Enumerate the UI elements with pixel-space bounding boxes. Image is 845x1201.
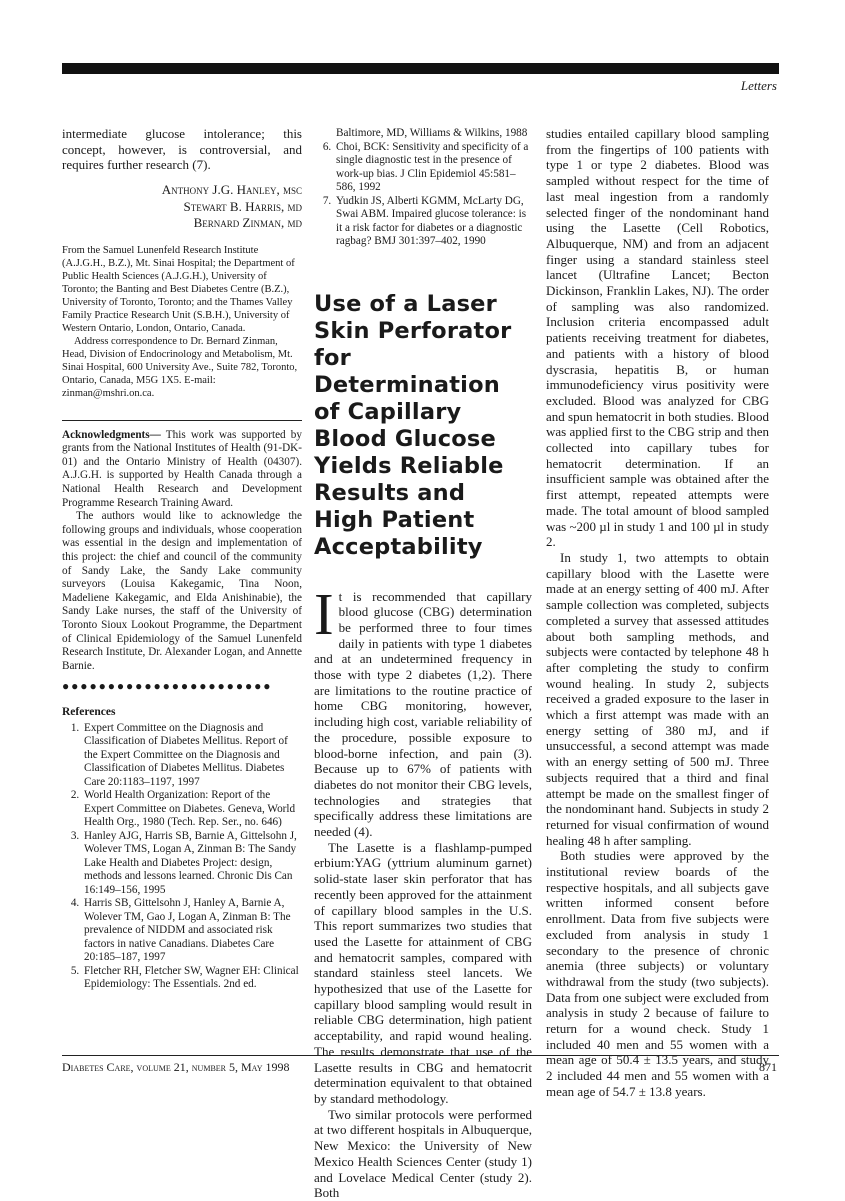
- column-1: [62, 126, 302, 992]
- ack-heading: Acknowledgments—: [62, 428, 161, 441]
- dot-separator: ●●●●●●●●●●●●●●●●●●●●●●●: [62, 679, 273, 694]
- body-paragraph-1: [314, 580, 532, 840]
- body-paragraph-3: Two similar protocols were performed at two different hospitals in Albuquerque, New Mexico: the University of New Mexico Health Sciences Center (study 1) and Lovelace Medical Center (study 2). Both: [314, 1106, 532, 1201]
- body-paragraph-5: In study 1, two attempts to obtain capillary blood with the Lasette were made at an energy setting of 400 mJ. After sample collection was completed, subjects completed a survey that assessed attitudes about both sampling methods, and subjects were contacted by telephone 48 h after completing the study to confirm wound healing. In study 2, subjects received a graded exposure to the laser in which a first attempt was made with an energy setting of 380 mJ, and if unsuccessful, a second attempt was made with an energy setting of 500 mJ. Three subjects required that a third and final attempt be made on the smallest finger of the nondominant hand. Subjects in study 2 returned for visual confirmation of wound healing 48 h after sampling.: [546, 549, 769, 848]
- drop-cap: I: [314, 580, 334, 647]
- body-paragraph-4: studies entailed capillary blood sampling from the fingertips of 100 patients with type 1 or type 2 diabetes. Blood was sampled without respect for the time of last meal ingestion from a randomly selected finger of the nondominant hand using the Lasette (Cell Robotics, Albuquerque, NM) and from an adjacent finger using a standard stainless steel lancet (Ultrafine Lancet; Becton Dickinson, Franklin Lakes, NJ). The order of sampling was also randomized. Inclusion criteria encompassed adult patients receiving treatment for diabetes, and patients with a history of blood dyscrasia, hepatitis B, or human immunodeficiency virus positivity were excluded. Blood was analyzed for CBG and spun hematocrit in both studies. Blood was applied first to the CBG strip and then collected into capillary tubes for hematocrit determination. If an insufficient sample was obtained after the first attempt, repeated attempts were made. The total amount of blood sampled was ~200 µl in study 1 and 100 µl in study 2.: [546, 126, 769, 550]
- acknowledgments: [62, 429, 302, 674]
- references-list-2: [314, 141, 532, 249]
- correspondence: Address correspondence to Dr. Bernard Zinman, Head, Division of Endocrinology and Metabolism, Mt. Sinai Hospital, 600 University Ave., Suite 782, Toronto, Ontario, Canada, M5G 1X5. E-mail: zinman@mshri.on.ca.: [62, 335, 298, 399]
- body-paragraph-1-text: t is recommended that capillary blood glucose (CBG) determination be performed three to four times daily in patients with type 1 diabetes and at an undetermined frequency in those with type 2 diabetes (1,2). There are limitations to the routine practice of home CBG monitoring, however, including high cost, variable reliability of the procedure, possible exposure to blood-borne infection, and pain (3). Because up to 67% of patients with diabetes do not monitor their CBG levels, technologies and strategies that specifically address these limitations are needed (4).: [314, 588, 532, 840]
- intro-paragraph: intermediate glucose intolerance; this concept, however, is controversial, and requires further research (7).: [62, 126, 302, 173]
- reference-item: 6. Choi, BCK: Sensitivity and specificity of a single diagnostic test in the presence of work-up bias. J Clin Epidemiol 45:581–586, 1992: [334, 141, 532, 195]
- column-2: [314, 127, 532, 1201]
- reference-item: 3. Hanley AJG, Harris SB, Barnie A, Gittelsohn J, Wolever TMS, Logan A, Zinman B: The Sandy Lake Health and Diabetes Project: design, methods and lessons learned. Chronic Dis Can 16:149–156, 1995: [82, 830, 302, 898]
- reference-item: 5. Fletcher RH, Fletcher SW, Wagner EH: Clinical Epidemiology: The Essentials. 2nd ed.: [82, 965, 302, 992]
- column-3: [546, 126, 769, 1100]
- reference-item: 4. Harris SB, Gittelsohn J, Hanley A, Barnie A, Wolever TM, Gao J, Logan A, Zinman B: The prevalence of NIDDM and associated risk factors in native Canadians. Diabetes Care 20:185–187, 1997: [82, 897, 302, 965]
- reference-item-cont: Baltimore, MD, Williams & Wilkins, 1988: [336, 127, 528, 139]
- header-bar: [62, 63, 779, 74]
- references-list: [62, 722, 302, 992]
- ack-text-2: The authors would like to acknowledge the following groups and individuals, whose cooperation was essential in the design and implementation of this project: the chief and council of the community of Sandy Lake, the Sandy Lake community surveyors (Louisa Kakegamic, Tina Noon, Madeliene Kakegamic, and Elda Anishinabie), the Sandy Lake nurses, the staff of the University of Toronto Sioux Lookout Programme, the Department of Clinical Epidemiology of the Samuel Lunenfeld Research Institute, Dr. Alexander Logan, and Annette Barnie.: [62, 510, 302, 672]
- footer-journal: Diabetes Care, volume 21, number 5, May 1998: [62, 1060, 290, 1074]
- page-number: 871: [759, 1060, 777, 1074]
- author-3: Bernard Zinman, md: [193, 215, 302, 231]
- reference-item: 2. World Health Organization: Report of the Expert Committee on Diabetes. Geneva, World Health Org., 1980 (Tech. Rep. Ser., no. 646): [82, 789, 302, 830]
- author-1: Anthony J.G. Hanley, msc: [161, 182, 302, 198]
- reference-item: 7. Yudkin JS, Alberti KGMM, McLarty DG, Swai ABM. Impaired glucose tolerance: is it a risk factor for diabetes or a diagnostic ragbag? BMJ 301:397–402, 1990: [334, 195, 532, 249]
- author-2: Stewart B. Harris, md: [183, 198, 302, 214]
- ack-text: This work was supported by grants from the National Institutes of Health (91-DK-01) and the Ontario Ministry of Health (04307). A.J.G.H. is supported by Health Canada through a National Health Research and Development Programme Research Training Award.: [62, 428, 302, 509]
- references-heading: References: [62, 706, 116, 718]
- footer-divider: [62, 1055, 779, 1056]
- section-label: Letters: [740, 78, 777, 93]
- body-paragraph-2: The Lasette is a flashlamp-pumped erbium:YAG (yttrium aluminum garnet) solid-state laser skin perforator that has recently been approved for the attainment of capillary blood samples in the U.S. This report summarizes two studies that used the Lasette for attainment of CBG and hematocrit samples, compared with standard stainless steel lancets. We hypothesized that use of the Lasette for capillary blood sampling would result in reliable CBG determination, high patient acceptability, and rapid wound healing. The results demonstrate that use of the Lasette results in CBG and hematocrit determination equivalent to that obtained by standard methodology.: [314, 839, 532, 1106]
- reference-item: 1. Expert Committee on the Diagnosis and Classification of Diabetes Mellitus. Report of the Expert Committee on the Diagnosis and Classification of Diabetes Mellitus. Diabetes Care 20:1183–1197, 1997: [82, 722, 302, 790]
- article-title: Use of a Laser Skin Perforator for Determination of Capillary Blood Glucose Yields Reliable Results and High Patient Acceptability: [314, 290, 512, 560]
- divider: [62, 420, 302, 421]
- references-list-cont: [314, 127, 532, 141]
- affiliation: From the Samuel Lunenfeld Research Institute (A.J.G.H., B.Z.), Mt. Sinai Hospital; the Department of Public Health Sciences (A.J.G.H.), University of Toronto; the Banting and Best Diabetes Centre (B.Z.), University of Toronto, Toronto; and the Thames Valley Family Practice Research Unit (S.B.H.), University of Western Ontario, London, Ontario, Canada.: [62, 244, 295, 334]
- affiliation-block: [62, 244, 302, 400]
- body-paragraph-6: Both studies were approved by the institutional review boards of the respective hospitals, and all subjects gave written informed consent before enrollment. Data from five subjects were excluded from analysis in study 1 secondary to the presence of chronic anemia (three subjects) or voluntary withdrawal from the study (two subjects). Data from one subject were excluded from analysis in study 2 because of failure to return for a wound check. Study 1 included 40 men and 55 women with a mean age of 50.4 ± 13.5 years, and study 2 included 44 men and 55 women with a mean age of 54.7 ± 13.8 years.: [546, 848, 769, 1099]
- author-signatures: [62, 182, 302, 232]
